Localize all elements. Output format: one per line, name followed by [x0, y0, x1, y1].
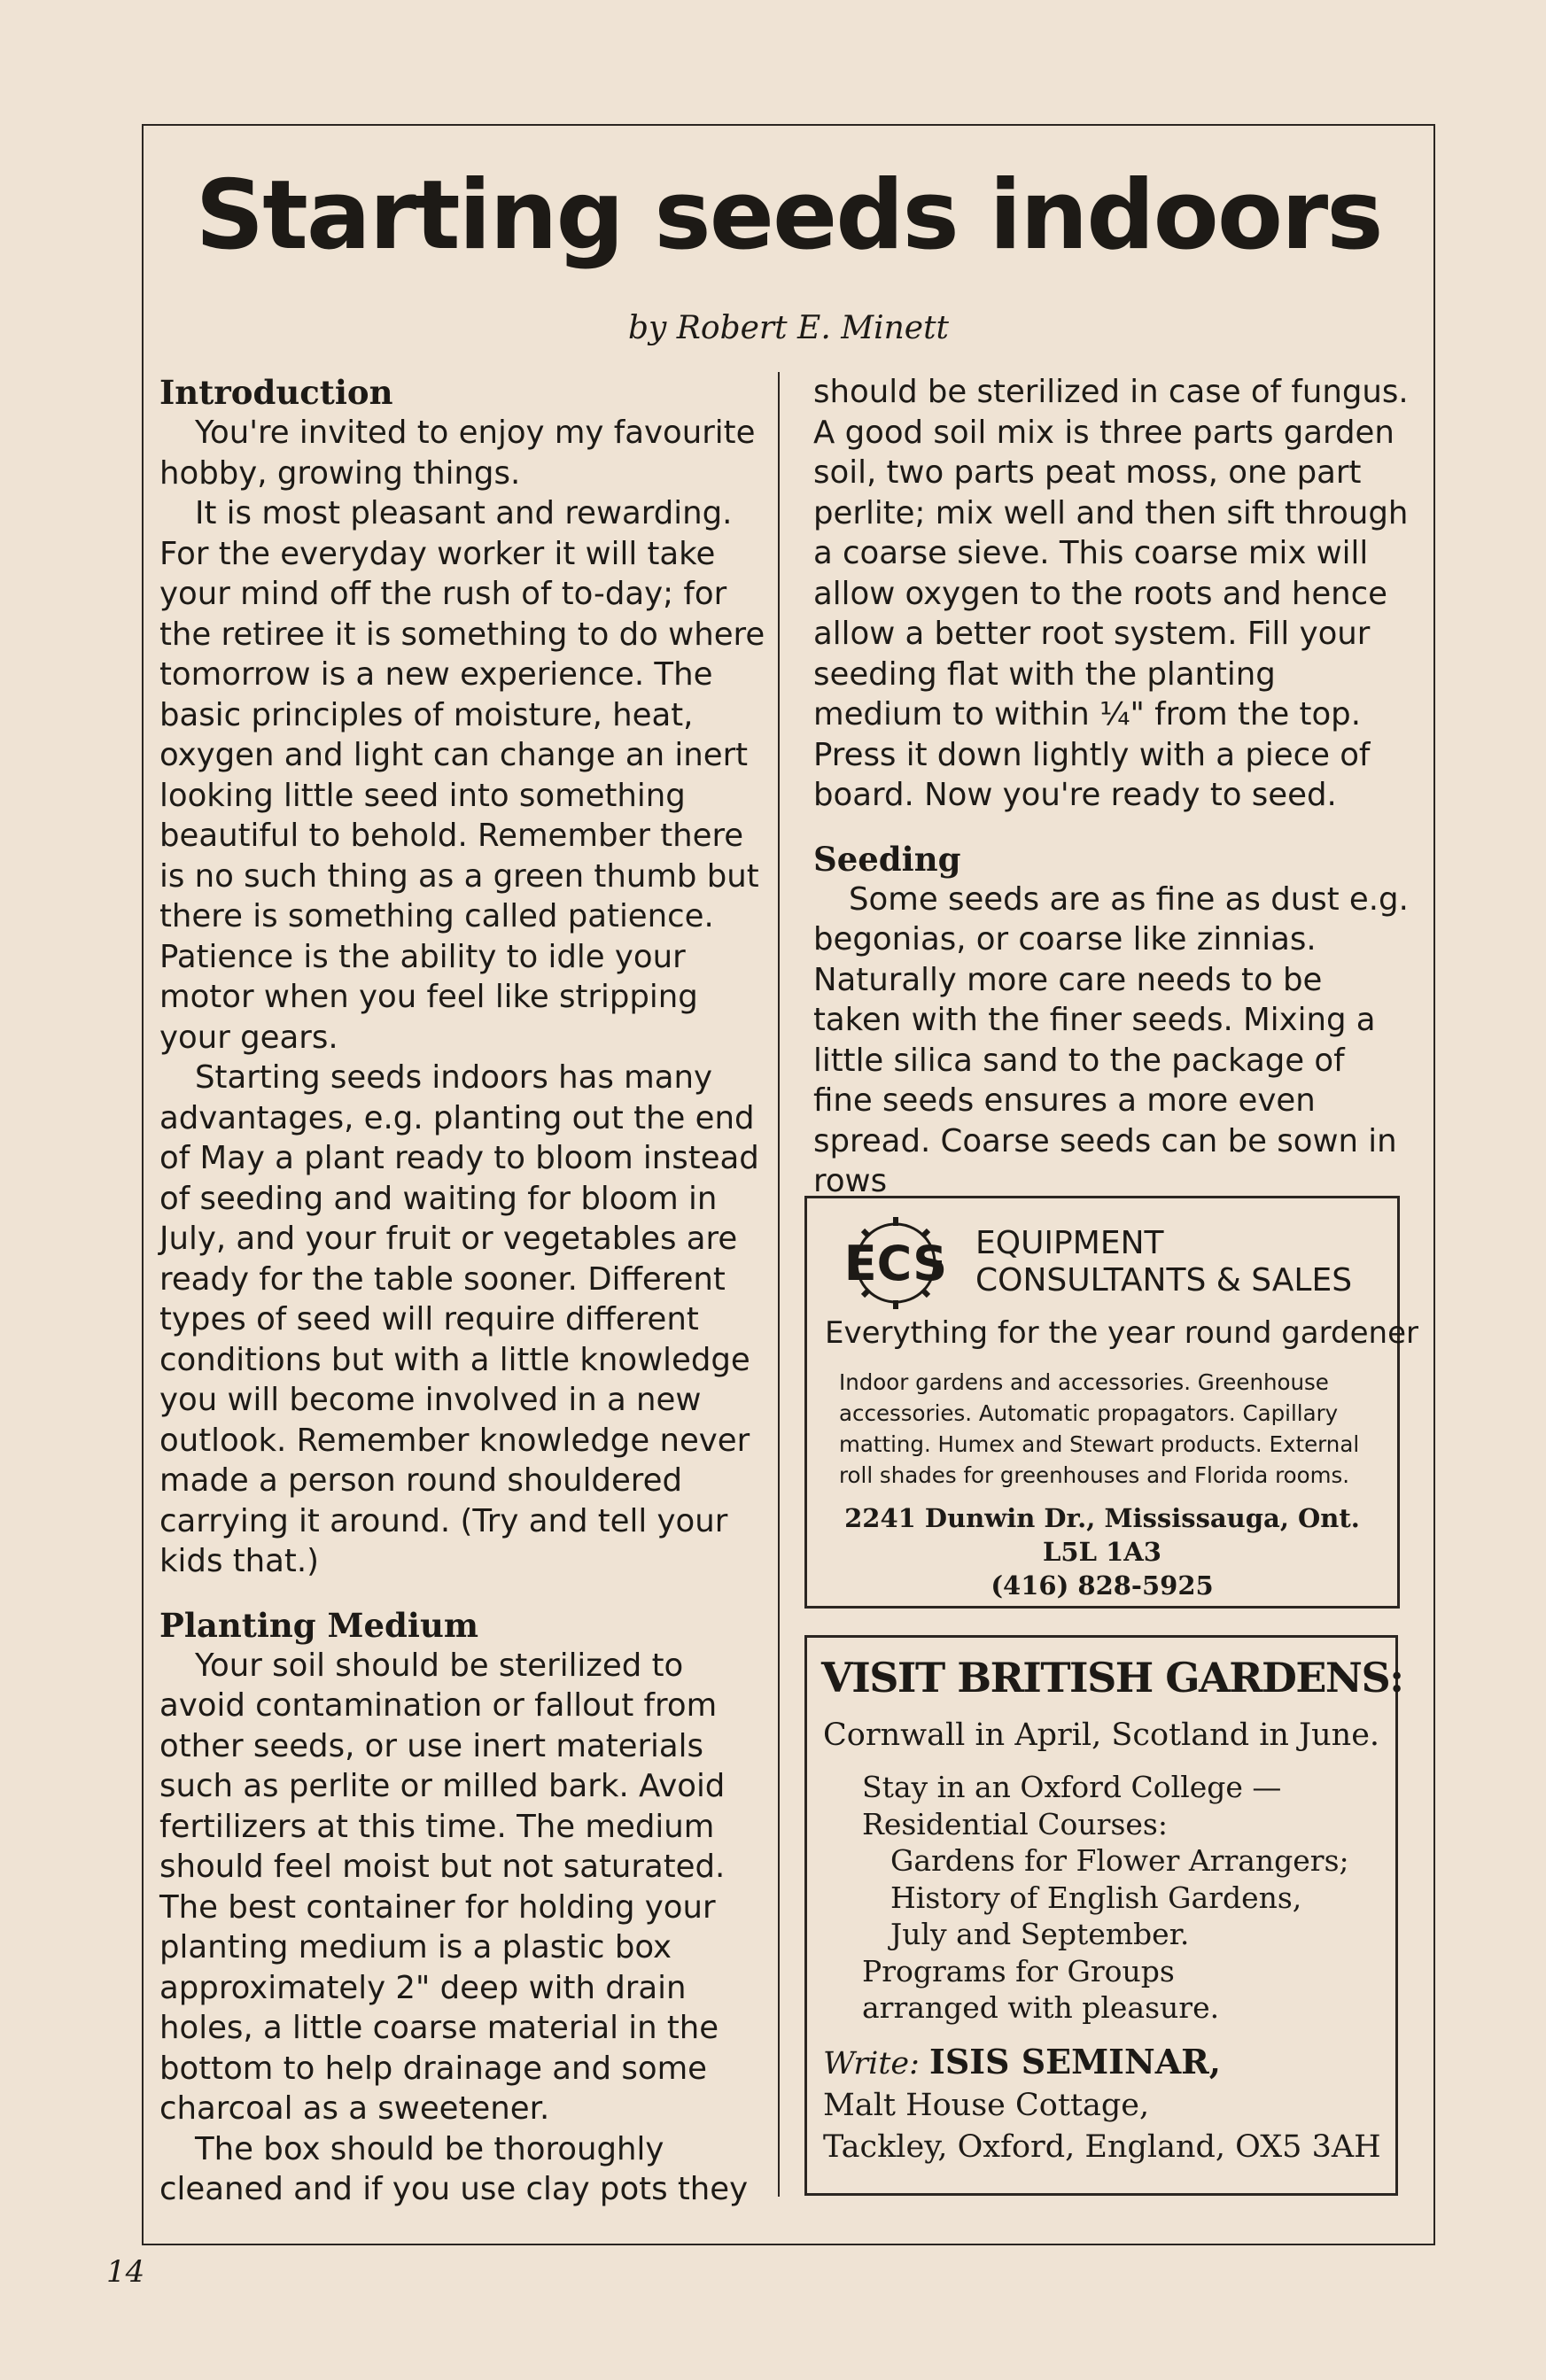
- ecs-gear-logo: [829, 1214, 962, 1312]
- seeding-paragraph-1: Some seeds are as fine as dust e.g. begonias, or coarse like zinnias. Naturally more care needs to be taken with the finer seeds. Mixing a little silica sand to the package of fine seeds ensures a more even spread. Coarse seeds can be sown in rows: [813, 880, 1409, 1199]
- british-org: ISIS SEMINAR,: [929, 2042, 1221, 2082]
- left-column: [159, 372, 771, 2210]
- british-gardens-advertisement: [804, 1635, 1403, 2196]
- ecs-tagline: Everything for the year round gardener: [825, 1315, 1418, 1351]
- seeding-heading: Seeding: [813, 839, 961, 879]
- planting-paragraph-2: The box should be thoroughly cleaned and if you use clay pots they: [159, 2130, 749, 2207]
- british-contact: [823, 2041, 1381, 2168]
- planting-paragraph-1: Your soil should be sterilized to avoid contamination or fallout from other seeds, or use inert materials such as perlite or milled bark. Avoid fertilizers at this time. The medium should feel moist but not saturated. The best container for holding your planting medium is a plastic box approximately 2" deep with drain holes, a little coarse material in the bottom to help drainage and some charcoal as a sweetener.: [159, 1647, 726, 2127]
- british-line-1: Stay in an Oxford College —: [862, 1770, 1282, 1804]
- intro-paragraph-3: Starting seeds indoors has many advantages, e.g. planting out the end of May a plant ready to bloom instead of seeding and waiting for bloom in July, and your fruit or vegetables are ready for the table sooner. Different types of seed will require different conditions but with a little knowledge you will become involved in a new outlook. Remember knowledge never made a person round shouldered carrying it around. (Try and tell your kids that.): [159, 1059, 759, 1579]
- intro-paragraph-2: It is most pleasant and rewarding. For the everyday worker it will take your mind off the rush of to-day; for the retiree it is something to do where tomorrow is a new experience. The basic principles of moisture, heat, oxygen and light can change an inert looking little seed into something beautiful to behold. Remember there is no such thing as a green thumb but there is something called patience. Patience is the ability to idle your motor when you feel like stripping your gears.: [159, 495, 765, 1056]
- ecs-logo-text: ECS: [843, 1236, 948, 1291]
- page-number: 14: [106, 2254, 145, 2290]
- british-subline: Cornwall in April, Scotland in June.: [823, 1717, 1380, 1753]
- british-line-3: Gardens for Flower Arrangers;: [890, 1843, 1349, 1878]
- british-address-2: Tackley, Oxford, England, OX5 3AH: [823, 2129, 1381, 2165]
- right-column: [813, 372, 1411, 1202]
- british-line-7: arranged with pleasure.: [862, 1990, 1220, 2025]
- british-body: [862, 1769, 1349, 2027]
- ecs-address-line2: L5L 1A3: [1043, 1537, 1161, 1567]
- british-line-6: Programs for Groups: [862, 1953, 1175, 1989]
- ecs-name-line1: EQUIPMENT: [975, 1225, 1164, 1261]
- british-address-1: Malt House Cottage,: [823, 2088, 1150, 2123]
- ecs-advertisement: [804, 1196, 1418, 1609]
- ecs-address: [807, 1501, 1397, 1602]
- ecs-name-line2: CONSULTANTS & SALES: [975, 1262, 1353, 1299]
- british-line-5: July and September.: [890, 1917, 1190, 1951]
- ecs-address-line1: 2241 Dunwin Dr., Mississauga, Ont.: [844, 1503, 1360, 1533]
- article-byline: by Robert E. Minett: [627, 310, 950, 346]
- british-line-2: Residential Courses:: [862, 1806, 1168, 1841]
- british-write-label: Write:: [823, 2046, 920, 2082]
- ecs-phone: (416) 828-5925: [991, 1570, 1214, 1601]
- intro-paragraph-1: You're invited to enjoy my favourite hobby, growing things.: [159, 415, 756, 492]
- planting-heading: Planting Medium: [159, 1605, 479, 1645]
- british-headline: VISIT BRITISH GARDENS:: [821, 1654, 1403, 1702]
- british-line-4: History of English Gardens,: [890, 1880, 1302, 1915]
- article-title: Starting seeds indoors: [195, 160, 1382, 271]
- intro-heading: Introduction: [159, 373, 393, 412]
- column-divider: [778, 372, 780, 2197]
- ecs-description: Indoor gardens and accessories. Greenhouse accessories. Automatic propagators. Capillary matting. Humex and Stewart products. External roll shades for greenhouses and Florida rooms.: [839, 1369, 1360, 1488]
- planting-continued: should be sterilized in case of fungus. A good soil mix is three parts garden soil, two parts peat moss, one part perlite; mix well and then sift through a coarse sieve. This coarse mix will allow oxygen to the roots and hence allow a better root system. Fill your seeding flat with the planting medium to within ¼" from the top. Press it down lightly with a piece of board. Now you're ready to seed.: [813, 374, 1409, 813]
- ecs-company-name: [975, 1225, 1352, 1299]
